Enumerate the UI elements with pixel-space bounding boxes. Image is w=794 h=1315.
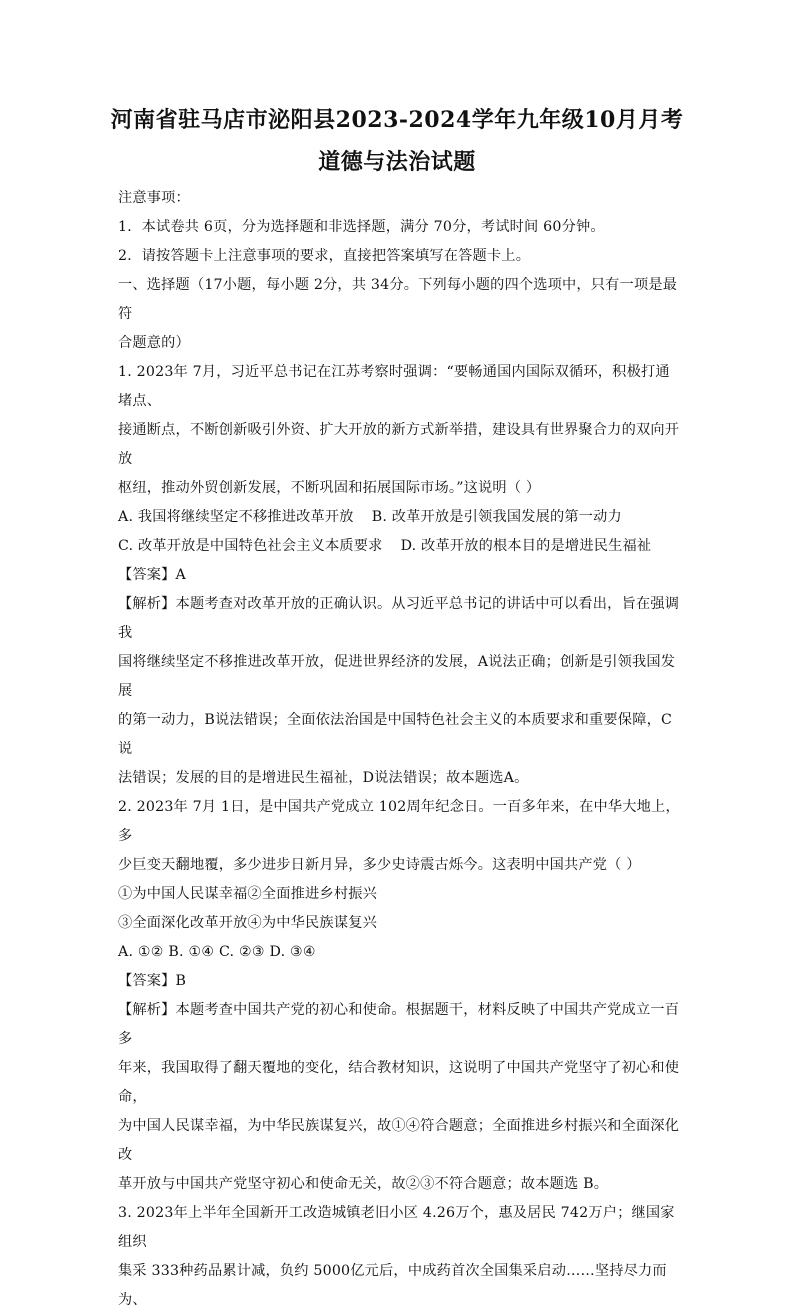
q1-stem-line3: 枢纽，推动外贸创新发展，不断巩固和拓展国际市场。”这说明（ ）: [118, 480, 541, 496]
notice-item-1: 1．本试卷共 6页，分为选择题和非选择题，满分 70分，考试时间 60分钟。: [118, 219, 605, 235]
notice-heading: 注意事项：: [118, 190, 190, 206]
q2-answer: 【答案】B: [118, 973, 187, 989]
q2-stem-line2: 少巨变天翻地覆，多少进步日新月异，多少史诗震古烁今。这表明中国共产党（ ）: [118, 857, 641, 873]
q2-analysis-line1: 【解析】本题考查中国共产党的初心和使命。根据题干，材料反映了中国共产党成立一百多: [118, 1002, 680, 1047]
document-title-line1: 河南省驻马店市泌阳县2023-2024学年九年级10月月考: [110, 107, 684, 133]
document-title-line2: 道德与法治试题: [318, 149, 476, 175]
q1-option-b: B. 改革开放是引领我国发展的第一动力: [371, 509, 622, 525]
q2-analysis-line2: 年来，我国取得了翻天覆地的变化，结合教材知识，这说明了中国共产党坚守了初心和使命，: [118, 1060, 680, 1105]
section-heading-line1: 一、选择题（17小题，每小题 2分，共 34分。下列每小题的四个选项中，只有一项是最符: [118, 277, 678, 322]
q2-items-line2: ③全面深化改革开放④为中华民族谋复兴: [118, 915, 377, 931]
q1-stem-line1: 1. 2023年 7月，习近平总书记在江苏考察时强调：“要畅通国内国际双循环，积极打通堵点、: [118, 364, 670, 409]
q1-analysis-line4: 法错误；发展的目的是增进民生福祉，D说法错误；故本题选A。: [118, 770, 529, 786]
q1-options-row2: [118, 532, 682, 561]
section-heading-line2: 合题意的）: [118, 335, 190, 351]
q2-stem-line1: 2. 2023年 7月 1日，是中国共产党成立 102周年纪念日。一百多年来，在中华大地上，多: [118, 799, 680, 844]
q1-analysis-line2: 国将继续坚定不移推进改革开放，促进世界经济的发展，A说法正确；创新是引领我国发展: [118, 654, 676, 699]
q1-analysis-line3: 的第一动力，B说法错误；全面依法治国是中国特色社会主义的本质要求和重要保障，C说: [118, 712, 673, 757]
q2-analysis-line4: 革开放与中国共产党坚守初心和使命无关，故②③不符合题意；故本题选 B。: [118, 1176, 609, 1192]
q1-stem-line2: 接通断点，不断创新吸引外资、扩大开放的新方式新举措，建设具有世界聚合力的双向开放: [118, 422, 680, 467]
q2-options: A. ①② B. ①④ C. ②③ D. ③④: [118, 944, 316, 960]
q2-analysis-line3: 为中国人民谋幸福，为中华民族谋复兴，故①④符合题意；全面推进乡村振兴和全面深化改: [118, 1118, 680, 1163]
notice-item-2: 2．请按答题卡上注意事项的要求，直接把答案填写在答题卡上。: [118, 248, 531, 264]
q3-stem-line2: 集采 333种药品累计减，负约 5000亿元后，中成药首次全国集采启动……坚持尽力而为、: [118, 1263, 667, 1308]
q1-option-a: A. 我国将继续坚定不移推进改革开放: [118, 509, 354, 525]
q1-analysis-line1: 【解析】本题考查对改革开放的正确认识。从习近平总书记的讲话中可以看出，旨在强调我: [118, 596, 680, 641]
q3-stem-line1: 3. 2023年上半年全国新开工改造城镇老旧小区 4.26万个，惠及居民 742万户；继国家组织: [118, 1205, 675, 1250]
q1-option-d: D. 改革开放的根本目的是增进民生福祉: [400, 538, 652, 554]
q1-option-c: C. 改革开放是中国特色社会主义本质要求: [118, 538, 383, 554]
document-body: [118, 184, 682, 1315]
q1-options-row1: [118, 503, 682, 532]
q2-items-line1: ①为中国人民谋幸福②全面推进乡村振兴: [118, 886, 377, 902]
q1-answer: 【答案】A: [118, 567, 186, 583]
